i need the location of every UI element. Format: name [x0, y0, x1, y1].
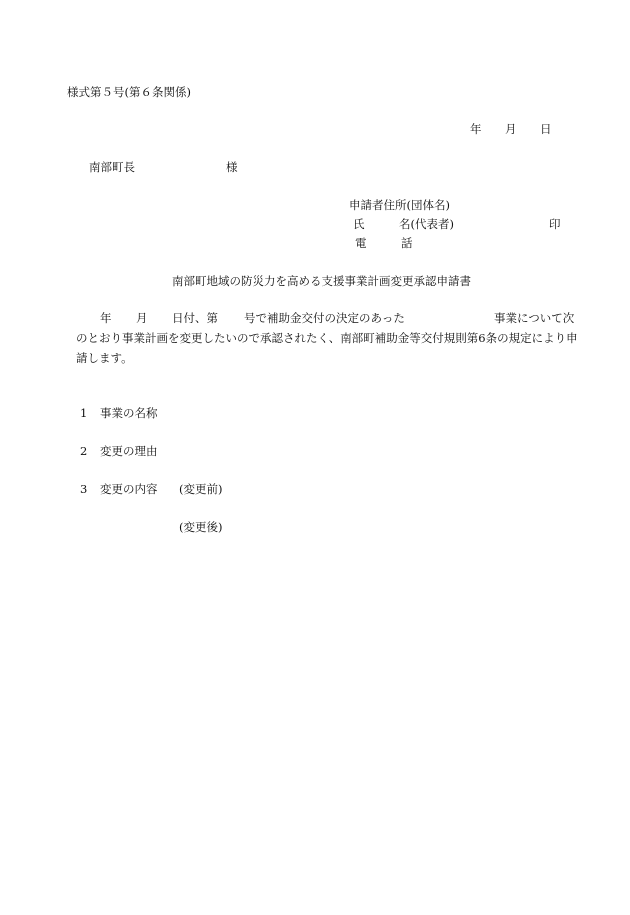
- body-dated-label: 日付、第: [172, 311, 218, 325]
- date-year-label: 年: [470, 122, 482, 136]
- item-3-label: 変更の内容: [100, 482, 158, 496]
- date-month-label: 月: [505, 122, 517, 136]
- applicant-name-label-1: 氏: [353, 217, 365, 231]
- body-number-phrase: 号で補助金交付の決定のあった: [244, 311, 405, 325]
- body-line-2: のとおり事業計画を変更したいので承認されたく、南部町補助金等交付規則第6条の規定により申: [76, 331, 578, 345]
- applicant-address-label: 申請者住所(団体名): [349, 198, 450, 212]
- form-number: 様式第５号(第６条関係): [67, 85, 191, 99]
- date-day-label: 日: [540, 122, 552, 136]
- item-1-number: 1: [80, 406, 88, 420]
- item-2-label: 変更の理由: [100, 444, 158, 458]
- recipient-honorific: 様: [226, 160, 238, 174]
- applicant-phone-label-2: 話: [401, 236, 413, 250]
- applicant-phone-label-1: 電: [355, 236, 367, 250]
- recipient-title: 南部町長: [89, 160, 135, 174]
- item-3-before-label: (変更前): [179, 482, 223, 496]
- body-year-label: 年: [100, 311, 112, 325]
- body-line-1: [76, 313, 576, 327]
- item-1-label: 事業の名称: [100, 406, 158, 420]
- body-line-3: 請します。: [76, 351, 133, 365]
- applicant-name-label-2: 名(代表者): [399, 217, 454, 231]
- item-3-number: 3: [80, 482, 88, 496]
- body-month-label: 月: [136, 311, 148, 325]
- applicant-seal-mark: 印: [549, 217, 561, 231]
- document-title: 南部町地域の防災力を高める支援事業計画変更承認申請書: [172, 274, 471, 288]
- body-project-phrase: 事業について次: [494, 311, 575, 325]
- item-3-after-label: (変更後): [179, 520, 223, 534]
- item-2-number: 2: [80, 444, 88, 458]
